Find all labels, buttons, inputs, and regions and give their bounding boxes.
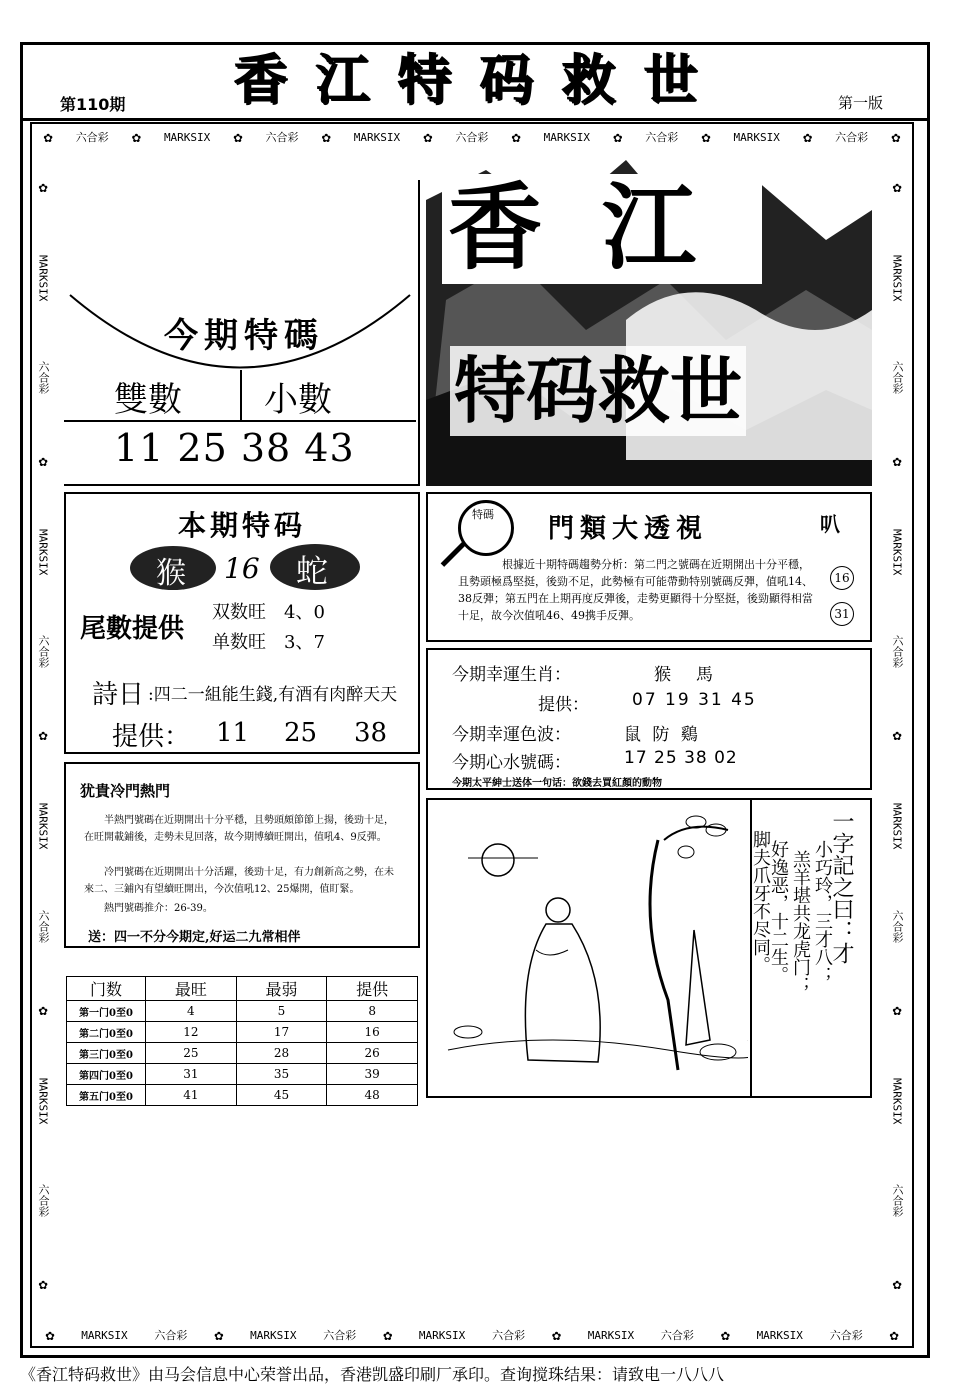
table-cell: 第四门0至0	[67, 1064, 146, 1085]
current-heading: 本期特码	[177, 509, 306, 542]
border-liuhecai: 六合彩	[835, 131, 869, 144]
special-heading: 今期特碼	[164, 316, 324, 356]
analysis-panel	[426, 492, 872, 642]
table-cell: 16	[327, 1022, 418, 1043]
border-marksix: MARKSIX	[36, 529, 50, 576]
table-cell: 35	[236, 1064, 327, 1085]
hotcold-panel	[64, 762, 420, 948]
flower-icon: ✿	[423, 127, 433, 146]
border-strip-left	[32, 150, 54, 1322]
tail-label: 尾數提供	[80, 614, 185, 644]
border-liuhecai: 六合彩	[829, 1329, 863, 1342]
flower-icon: ✿	[321, 127, 331, 146]
lucky-row3-value: 鼠 防 鷄	[624, 725, 701, 745]
table-cell: 41	[146, 1085, 237, 1106]
hotcold-heading: 犹貴冷門熱門	[80, 782, 171, 800]
border-liuhecai: 六合彩	[891, 361, 904, 395]
riddle-col-4: 脚夫爪牙不尽同。	[750, 830, 771, 974]
border-strip-right	[886, 150, 908, 1322]
border-marksix: MARKSIX	[733, 130, 780, 144]
table-cell: 12	[146, 1022, 237, 1043]
border-liuhecai: 六合彩	[891, 909, 904, 943]
hotcold-para2: 冷門號碼在近期開出十分活躍，後勁十足，有力創新高之勢，在未來二、三鋪內有望續旺開出，今次值吼12、25爆開，值盯緊。	[84, 867, 394, 895]
border-marksix: MARKSIX	[418, 1328, 466, 1342]
special-right-label: 小數	[264, 380, 332, 420]
table-row	[67, 1085, 418, 1106]
border-liuhecai: 六合彩	[323, 1329, 357, 1342]
hotcold-para1: 半熱門號碼在近期開出十分平穩，且勢頭頗節節上揚，後勁十足，在旺開載鋪後，走勢未見回落，故今期博續旺開出，值吼4、9反彈。	[84, 815, 394, 843]
flower-icon: ✿	[892, 452, 902, 471]
border-marksix: MARKSIX	[163, 130, 211, 144]
page-title: 香江特码救世	[233, 48, 725, 111]
edition-label: 第一版	[838, 94, 884, 112]
lucky-row1-label: 今期幸運生肖：	[452, 665, 571, 685]
flower-icon: ✿	[43, 127, 53, 146]
flower-icon: ✿	[613, 127, 623, 146]
analysis-text: 根據近十期特碼趨勢分析：第二門之號碼在近期開出十分平穩，且勢頭極爲堅挺，後勁不足，此勢極有可能帶動特别號碼反彈，值吼14、38反彈；第五門在上期再度反彈後，走勢更顯得十分堅挺，後勁顯得相當十足，故今次值吼46、49携手反彈。	[458, 558, 813, 622]
analysis-circle-2: 31	[830, 602, 854, 626]
flower-icon: ✿	[701, 127, 711, 146]
provide-label: 提供：	[112, 722, 191, 752]
provide-num-2: 25	[284, 718, 318, 748]
border-liuhecai: 六合彩	[154, 1329, 188, 1342]
border-marksix: MARKSIX	[81, 1328, 128, 1342]
analysis-circle-1: 16	[830, 566, 854, 590]
special-numbers: 11 25 38 43	[114, 426, 355, 470]
table-row	[67, 1001, 418, 1022]
table-cell: 第一门0至0	[67, 1001, 146, 1022]
zodiac-1: 猴	[156, 556, 186, 591]
border-marksix: MARKSIX	[36, 803, 50, 850]
current-special-panel	[64, 492, 420, 754]
border-liuhecai: 六合彩	[492, 1329, 526, 1342]
lucky-row1-value: 猴 馬	[654, 665, 717, 685]
border-liuhecai: 六合彩	[37, 635, 50, 669]
flower-icon: ✿	[511, 127, 521, 146]
table-header: 最弱	[236, 977, 327, 1001]
hero-artwork	[426, 160, 872, 486]
flower-icon: ✿	[802, 127, 813, 146]
border-liuhecai: 六合彩	[645, 131, 679, 144]
lucky-row2-label: 提供：	[538, 695, 589, 715]
table-header-row	[67, 977, 418, 1001]
border-liuhecai: 六合彩	[891, 1183, 904, 1217]
table-cell: 25	[146, 1043, 237, 1064]
flower-icon: ✿	[214, 1325, 224, 1344]
lucky-row4-value: 17 25 38 02	[624, 748, 738, 768]
flower-icon: ✿	[551, 1325, 561, 1344]
flower-icon: ✿	[892, 1000, 902, 1019]
border-liuhecai: 六合彩	[265, 131, 299, 144]
tail-line-2: 单数旺 3、7	[212, 632, 325, 653]
border-liuhecai: 六合彩	[37, 1183, 50, 1217]
table-cell: 第三门0至0	[67, 1043, 146, 1064]
flower-icon: ✿	[38, 726, 48, 745]
flower-icon: ✿	[720, 1325, 730, 1344]
table-row	[67, 1064, 418, 1085]
table-cell: 48	[327, 1085, 418, 1106]
flower-icon: ✿	[38, 1000, 48, 1019]
table-header: 门数	[67, 977, 146, 1001]
zodiac-number: 16	[224, 552, 260, 585]
flower-icon: ✿	[383, 1325, 393, 1344]
riddle-heading: 一字記之曰：才	[829, 810, 854, 964]
border-marksix: MARKSIX	[890, 803, 904, 850]
hero-line1: 香江	[442, 174, 762, 284]
special-left-label: 雙數	[114, 380, 182, 420]
border-marksix: MARKSIX	[250, 1328, 297, 1342]
table-cell: 5	[236, 1001, 327, 1022]
flower-icon: ✿	[45, 1325, 55, 1344]
riddle-col-1: 小巧玲，三才八；	[812, 840, 833, 984]
border-marksix: MARKSIX	[36, 1077, 50, 1124]
hotcold-send: 送：四一不分今期定,好运二九常相伴	[88, 930, 301, 945]
poem-label: 詩日	[92, 680, 145, 710]
flower-icon: ✿	[233, 127, 243, 146]
sage-illustration	[428, 800, 748, 1096]
border-liuhecai: 六合彩	[891, 635, 904, 669]
flower-icon: ✿	[889, 1325, 899, 1344]
table-cell: 第五门0至0	[67, 1085, 146, 1106]
zodiac-2: 蛇	[296, 552, 329, 590]
border-liuhecai: 六合彩	[37, 909, 50, 943]
tail-line-1: 双数旺 4、0	[212, 602, 325, 623]
special-number-panel	[64, 180, 420, 486]
border-liuhecai: 六合彩	[75, 131, 109, 144]
flower-icon: ✿	[38, 1274, 48, 1293]
border-marksix: MARKSIX	[890, 529, 904, 576]
special-divider-v	[240, 370, 242, 420]
border-marksix: MARKSIX	[587, 1328, 635, 1342]
flower-icon: ✿	[131, 127, 141, 146]
riddle-col-3: 好逸恶，十二生。	[768, 840, 789, 984]
table-cell: 28	[236, 1043, 327, 1064]
issue-number: 第110期	[60, 95, 126, 114]
footer-text: 《香江特码救世》由马会信息中心荣誉出品，香港凯盛印刷厂承印。查询搅珠结果：请致电一八八八	[20, 1365, 725, 1384]
border-liuhecai: 六合彩	[455, 131, 489, 144]
provide-num-1: 11	[216, 718, 250, 748]
analysis-heading: 門類大透視	[548, 514, 709, 544]
border-marksix: MARKSIX	[890, 254, 904, 302]
table-header: 最旺	[146, 977, 237, 1001]
lucky-row2-value: 07 19 31 45	[632, 690, 757, 710]
table-row	[67, 1022, 418, 1043]
border-strip-top	[32, 126, 912, 148]
table-header: 提供	[327, 977, 418, 1001]
analysis-heading-tail: 叭	[820, 512, 840, 536]
table-cell: 8	[327, 1001, 418, 1022]
poem-text: :四二一組能生錢,有酒有肉醉天天	[148, 685, 398, 705]
border-liuhecai: 六合彩	[660, 1329, 694, 1342]
table-row	[67, 1043, 418, 1064]
lucky-footer: 今期太平紳士送体一句话：欲錢去買紅顏的動物	[452, 778, 662, 789]
table-cell: 26	[327, 1043, 418, 1064]
table-cell: 第二门0至0	[67, 1022, 146, 1043]
border-marksix: MARKSIX	[36, 254, 50, 302]
flower-icon: ✿	[891, 127, 901, 146]
border-marksix: MARKSIX	[756, 1328, 803, 1342]
flower-icon: ✿	[892, 726, 902, 745]
table-cell: 17	[236, 1022, 327, 1043]
flower-icon: ✿	[892, 1274, 902, 1293]
border-liuhecai: 六合彩	[37, 361, 50, 395]
flower-icon: ✿	[38, 452, 48, 471]
border-marksix: MARKSIX	[890, 1077, 904, 1124]
flower-icon: ✿	[38, 177, 48, 196]
border-marksix: MARKSIX	[353, 130, 401, 144]
flower-icon: ✿	[892, 177, 902, 196]
lucky-panel	[426, 648, 872, 790]
hotcold-para3: 熱門號碼推介：26-39。	[104, 903, 213, 914]
header-rule	[22, 118, 928, 121]
table-cell: 39	[327, 1064, 418, 1085]
riddle-col-2: 羔羊堪共龙虎门；	[790, 850, 811, 994]
door-table	[66, 976, 418, 1106]
illustration-panel	[426, 798, 872, 1098]
table-cell: 31	[146, 1064, 237, 1085]
table-cell: 45	[236, 1085, 327, 1106]
analysis-badge: 特碼	[472, 508, 494, 521]
provide-num-3: 38	[354, 718, 388, 748]
hero-line2: 特码救世	[450, 346, 746, 436]
lucky-row3-label: 今期幸運色波：	[452, 725, 571, 745]
lucky-row4-label: 今期心水號碼：	[452, 753, 571, 773]
border-strip-bottom	[32, 1324, 912, 1346]
table-cell: 4	[146, 1001, 237, 1022]
border-marksix: MARKSIX	[543, 130, 591, 144]
